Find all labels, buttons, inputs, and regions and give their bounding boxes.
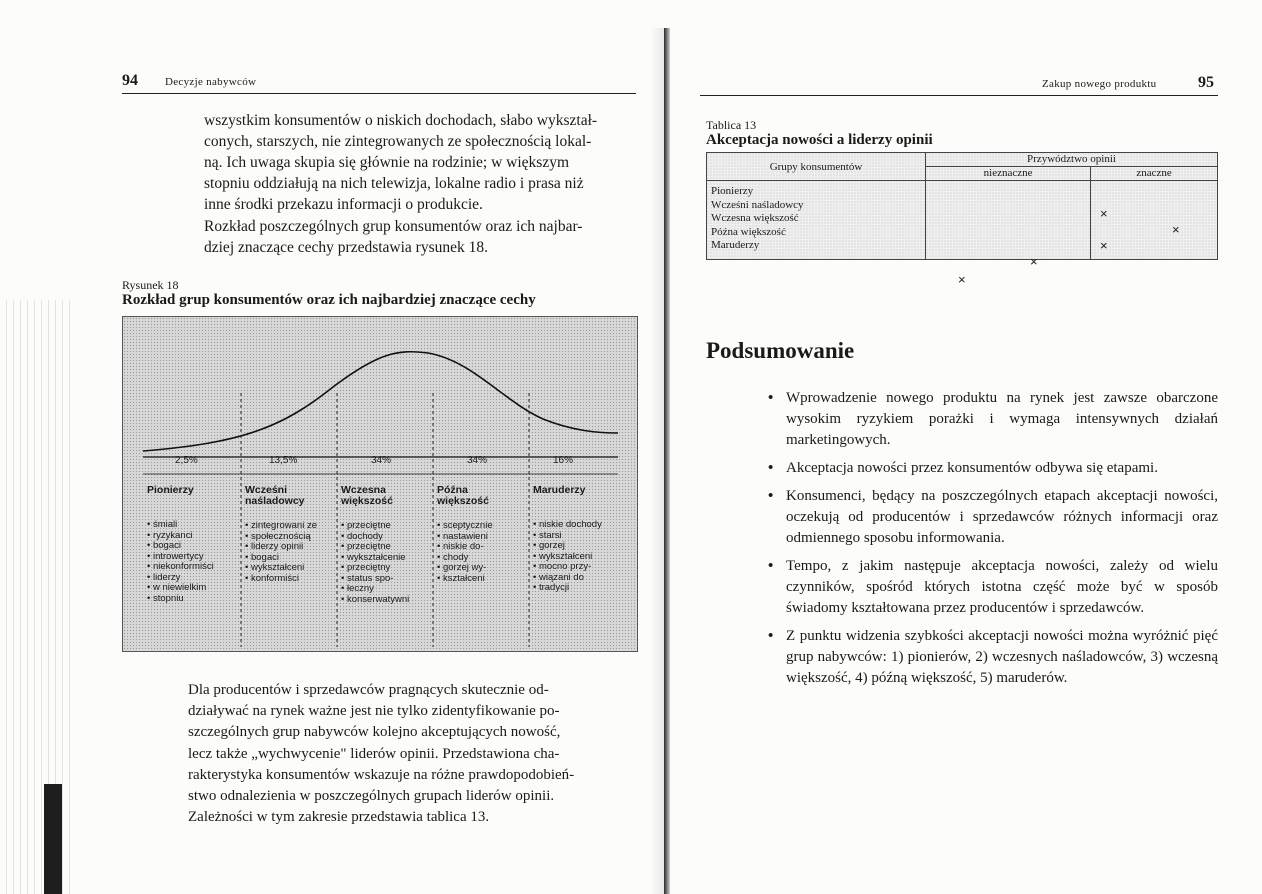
left-paragraph-2: Rozkład poszczególnych grup konsumentów oraz ich najbar- dziej znaczące cechy przedstawia rysunek 18. — [204, 218, 583, 256]
spine-shadow — [650, 28, 664, 894]
percent-wczesna: 34% — [371, 455, 392, 466]
adoption-curve-figure — [122, 316, 638, 652]
summary-list — [766, 388, 1218, 696]
opinion-leaders-table — [706, 152, 1218, 260]
list-item: • Z punktu widzenia szybkości akceptacji nowości można wyróżnić pięć grup nabywców: 1) pionierów, 2) wczesnych naśladowców, 3) wczesną większość, 4) późną większość, 5) maruderów. — [766, 626, 1218, 689]
right-page-number: 95 — [1198, 74, 1214, 91]
table-col-none — [926, 181, 1091, 260]
group-column: Późna większość • sceptycznie • nastawieni • niskie do- • chody • gorzej wy- • kształceni — [437, 485, 529, 584]
right-running-title: Zakup nowego produktu — [1042, 78, 1157, 90]
group-column: Pionierzy • śmiali • ryzykanci • bogaci • introwertycy • niekonformiści • liderzy • w niewielkim • stopniu — [147, 485, 239, 604]
table-header-none: nieznaczne — [926, 167, 1091, 181]
table-row: Pionierzy — [711, 185, 754, 197]
bell-curve — [143, 352, 618, 451]
right-header-rule — [700, 95, 1218, 96]
table-label: Tablica 13 — [706, 118, 757, 132]
left-running-title: Decyzje nabywców — [165, 76, 257, 88]
table-mark: × — [958, 272, 966, 287]
list-item: • Konsumenci, będący na poszczególnych etapach akceptacji nowości, oczekują od producentów i sprzedawców różnych informacji oraz odmiennego sposobu informowania. — [766, 486, 1218, 549]
percent-pionierzy: 2,5% — [175, 455, 198, 466]
percent-maruderzy: 16% — [553, 455, 574, 466]
table-title: Akceptacja nowości a liderzy opinii — [706, 132, 933, 148]
table-header-strong: znaczne — [1091, 167, 1218, 181]
group-column: Wcześni naśladowcy • zintegrowani ze • społecznością • liderzy opinii • bogaci • wykształceni • konformiści — [245, 485, 337, 584]
table-mark: × — [1100, 206, 1108, 221]
table-mark: × — [1100, 238, 1108, 253]
table-row: Późna większość — [711, 225, 786, 238]
table-col-strong — [1091, 181, 1218, 260]
left-paragraph-1: wszystkim konsumentów o niskich dochodach, słabo wykształ- conych, starszych, nie zintegrowanych ze społecznością lokal- ną. Ich uwaga skupia się głównie na rodzinie; w większym stopniu oddziałują na nich telewizja, lokalne radio i prasa niż inne środki przekazu informacji o produkcie. — [204, 112, 598, 213]
list-item: • Akceptacja nowości przez konsumentów odbywa się etapami. — [766, 458, 1218, 479]
group-column: Maruderzy • niskie dochody • starsi • gorzej • wykształceni • mocno przy- • wiązani do • tradycji — [533, 485, 633, 594]
list-item: • Tempo, z jakim następuje akceptacja nowości, zależy od wielu czynników, spośród których istotna część może być w sposób świadomy kształtowana przez producentów i sprzedawców. — [766, 556, 1218, 619]
table-row: Wczesna większość — [711, 212, 799, 225]
book-spine — [664, 28, 670, 894]
table-header-groups: Grupy konsumentów — [707, 153, 926, 181]
left-header-rule — [122, 93, 636, 94]
left-paragraph-3: Dla producentów i sprzedawców pragnących skutecznie od- działywać na rynek ważne jest nie tylko zidentyfikowanie po- szczególnych grup nabywców kolejno akceptujących nowość, lecz także „wychwycenie" liderów opinii. Przedstawiona cha- rakterystyka konsumentów wskazuje na różne prawdopodobień- stwo odnalezienia w poszczególnych grupach liderów opinii. Zależności w tym zakresie przedstawia tablica 13. — [188, 682, 575, 826]
list-item: • Wprowadzenie nowego produktu na rynek jest zawsze obarczone wysokim ryzykiem porażki i wymaga intensywnych działań marketingowych. — [766, 388, 1218, 451]
percent-pozna: 34% — [467, 455, 488, 466]
table-mark: × — [1172, 222, 1180, 237]
table-mark: × — [1030, 254, 1038, 269]
table-row-labels — [707, 181, 926, 260]
table-header-leadership: Przywództwo opinii — [926, 153, 1218, 167]
table-row: Maruderzy — [711, 239, 760, 252]
figure-title: Rozkład grup konsumentów oraz ich najbardziej znaczące cechy — [122, 292, 536, 308]
page-edge-left — [0, 300, 70, 894]
left-page-number: 94 — [122, 72, 138, 89]
percent-wczesni: 13,5% — [269, 455, 298, 466]
figure-label: Rysunek 18 — [122, 278, 179, 292]
summary-heading: Podsumowanie — [706, 338, 855, 363]
group-column: Wczesna większość • przeciętne • dochody • przeciętne • wykształcenie • przeciętny • status spo- • łeczny • konserwatywni — [341, 485, 433, 605]
table-row: Wcześni naśladowcy — [711, 198, 804, 211]
